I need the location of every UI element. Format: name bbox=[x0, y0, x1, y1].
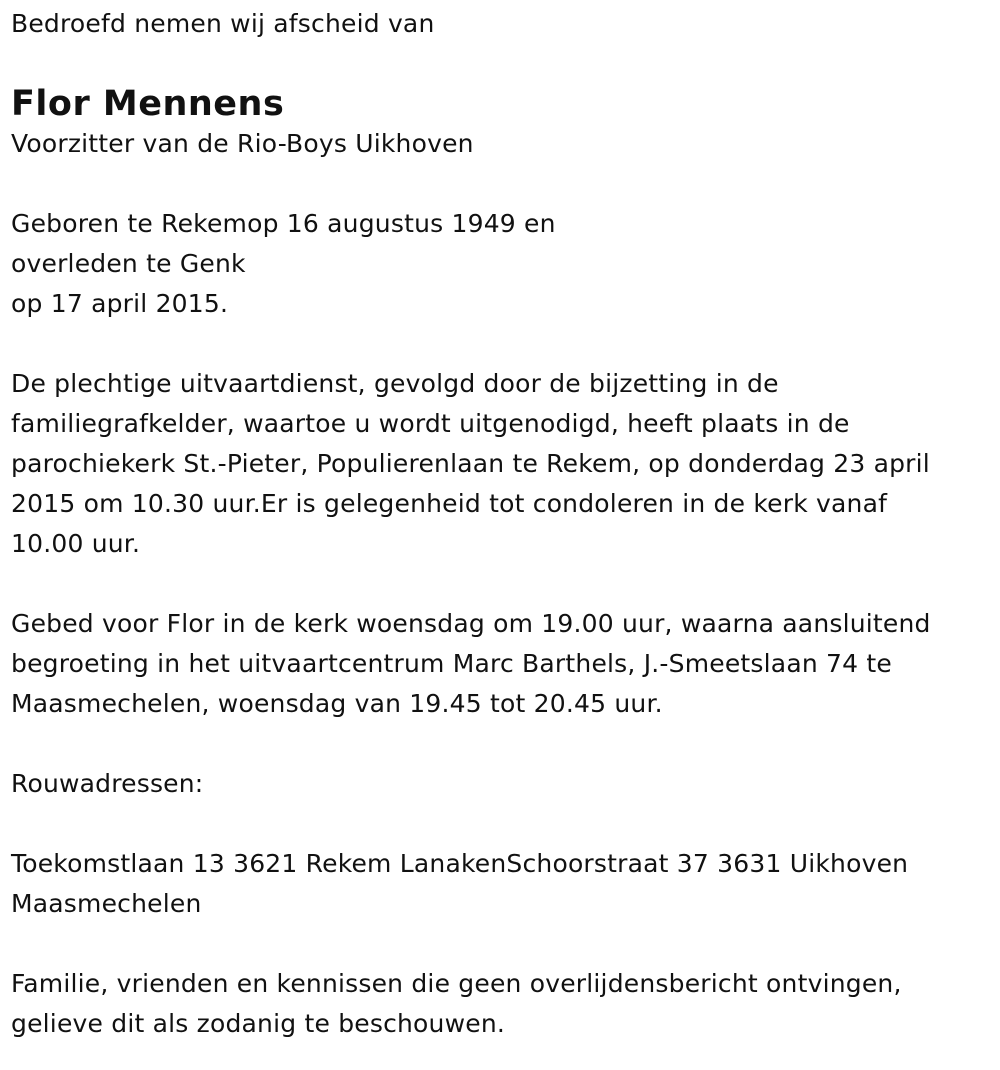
deceased-name: Flor Mennens bbox=[11, 84, 285, 124]
deceased-role: Voorzitter van de Rio-Boys Uikhoven bbox=[11, 129, 474, 158]
closing-paragraph: Familie, vrienden en kennissen die geen overlijdensbericht ontvingen, gelieve dit als zodanig te beschouwen. bbox=[11, 969, 902, 1038]
death-notice bbox=[11, 4, 986, 1044]
birth-death-paragraph: Geboren te Rekemop 16 augustus 1949 en overleden te Genk op 17 april 2015. bbox=[11, 209, 556, 318]
funeral-paragraph: De plechtige uitvaartdienst, gevolgd door de bijzetting in de familiegrafkelder, waartoe u wordt uitgenodigd, heeft plaats in de parochiekerk St.-Pieter, Populierenlaan te Rekem, op donderdag 23 april 2015 om 10.30 uur.Er is gelegenheid tot condoleren in de kerk vanaf 10.00 uur. bbox=[11, 369, 930, 558]
addresses-paragraph: Toekomstlaan 13 3621 Rekem LanakenSchoorstraat 37 3631 Uikhoven Maasmechelen bbox=[11, 849, 909, 918]
intro-line: Bedroefd nemen wij afscheid van bbox=[11, 9, 435, 38]
prayer-paragraph: Gebed voor Flor in de kerk woensdag om 19.00 uur, waarna aansluitend begroeting in het uitvaartcentrum Marc Barthels, J.-Smeetslaan 74 te Maasmechelen, woensdag van 19.45 tot 20.45 uur. bbox=[11, 609, 931, 718]
addresses-heading: Rouwadressen: bbox=[11, 769, 204, 798]
